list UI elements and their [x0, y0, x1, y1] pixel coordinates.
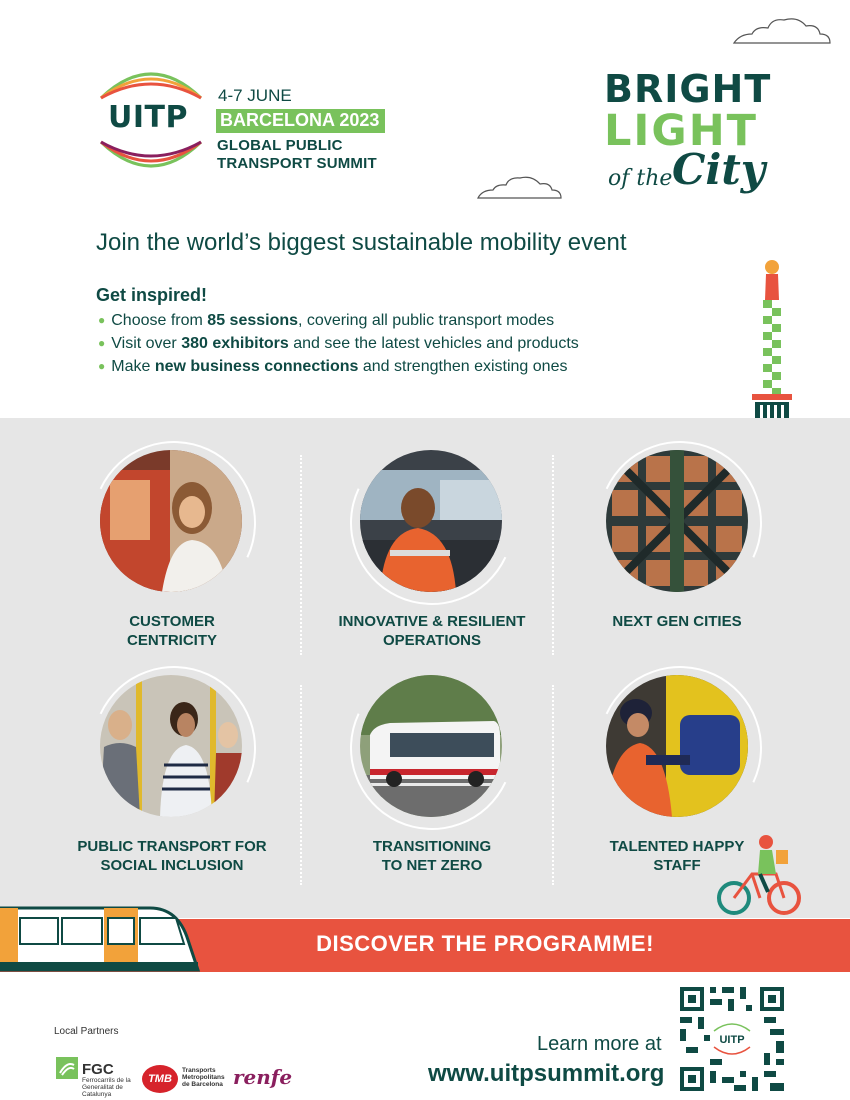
cloud-icon — [476, 175, 564, 201]
qr-code[interactable] — [680, 987, 784, 1091]
bullet-item: ● Make new business connections and strengthen existing ones — [98, 358, 568, 375]
topic-label: TALENTED HAPPY STAFF — [609, 838, 745, 874]
tmb-logo-text: TMB — [148, 1073, 172, 1085]
bullet-dot-icon: ● — [98, 313, 106, 327]
topic-photo-customer — [100, 450, 242, 592]
divider — [552, 455, 554, 655]
tmb-logo-subtext: Transports Metropolitans de Barcelona — [182, 1067, 225, 1088]
bullet-dot-icon: ● — [98, 359, 106, 373]
topic-photo-inclusion — [100, 675, 242, 817]
tmb-logo-icon — [142, 1065, 178, 1093]
subheading: Get inspired! — [96, 285, 208, 305]
topic-photo-cities — [606, 450, 748, 592]
uitp-logo-text: UITP — [108, 100, 188, 135]
bullet-item: ● Visit over 380 exhibitors and see the latest vehicles and products — [98, 335, 579, 352]
discover-programme-link[interactable]: DISCOVER THE PROGRAMME! — [316, 931, 654, 956]
topic-label: NEXT GEN CITIES — [612, 613, 742, 630]
summit-title-line2: TRANSPORT SUMMIT — [217, 155, 377, 172]
divider — [552, 685, 554, 885]
topic-photo-staff — [606, 675, 748, 817]
divider — [300, 455, 302, 655]
event-date: 4-7 JUNE — [218, 86, 292, 105]
slogan-bright: BRIGHT — [604, 67, 772, 111]
topic-label: PUBLIC TRANSPORT FOR SOCIAL INCLUSION — [77, 838, 267, 874]
slogan-city: City — [672, 145, 766, 194]
qr-logo-text: UITP — [719, 1034, 745, 1046]
topic-label: INNOVATIVE & RESILIENT OPERATIONS — [338, 613, 526, 649]
partners-label: Local Partners — [54, 1026, 119, 1037]
summit-title-line1: GLOBAL PUBLIC — [217, 137, 343, 154]
renfe-logo: renfe — [233, 1065, 293, 1089]
website-link[interactable]: www.uitpsummit.org — [428, 1060, 665, 1087]
bullet-item: ● Choose from 85 sessions, covering all public transport modes — [98, 312, 555, 329]
tower-illustration — [748, 258, 798, 420]
headline: Join the world’s biggest sustainable mobility event — [96, 229, 627, 256]
slogan-light: LIGHT — [604, 106, 759, 156]
topic-label: TRANSITIONING TO NET ZERO — [372, 838, 492, 874]
event-city-badge: BARCELONA 2023 — [216, 109, 385, 133]
cloud-icon — [732, 16, 834, 46]
topic-photo-netzero — [360, 675, 502, 817]
fgc-logo-text: FGC — [82, 1061, 114, 1078]
fgc-logo-icon — [56, 1057, 78, 1079]
tram-illustration — [0, 900, 205, 978]
topic-photo-operations — [360, 450, 502, 592]
slogan-of-the: of the — [608, 166, 673, 191]
topic-label: CUSTOMER CENTRICITY — [127, 613, 217, 649]
divider — [300, 685, 302, 885]
fgc-logo-subtext: Ferrocarrils de la Generalitat de Catalunya — [82, 1077, 131, 1098]
cyclist-illustration — [714, 834, 804, 916]
learn-more-text: Learn more at — [537, 1033, 662, 1055]
bullet-dot-icon: ● — [98, 336, 106, 350]
